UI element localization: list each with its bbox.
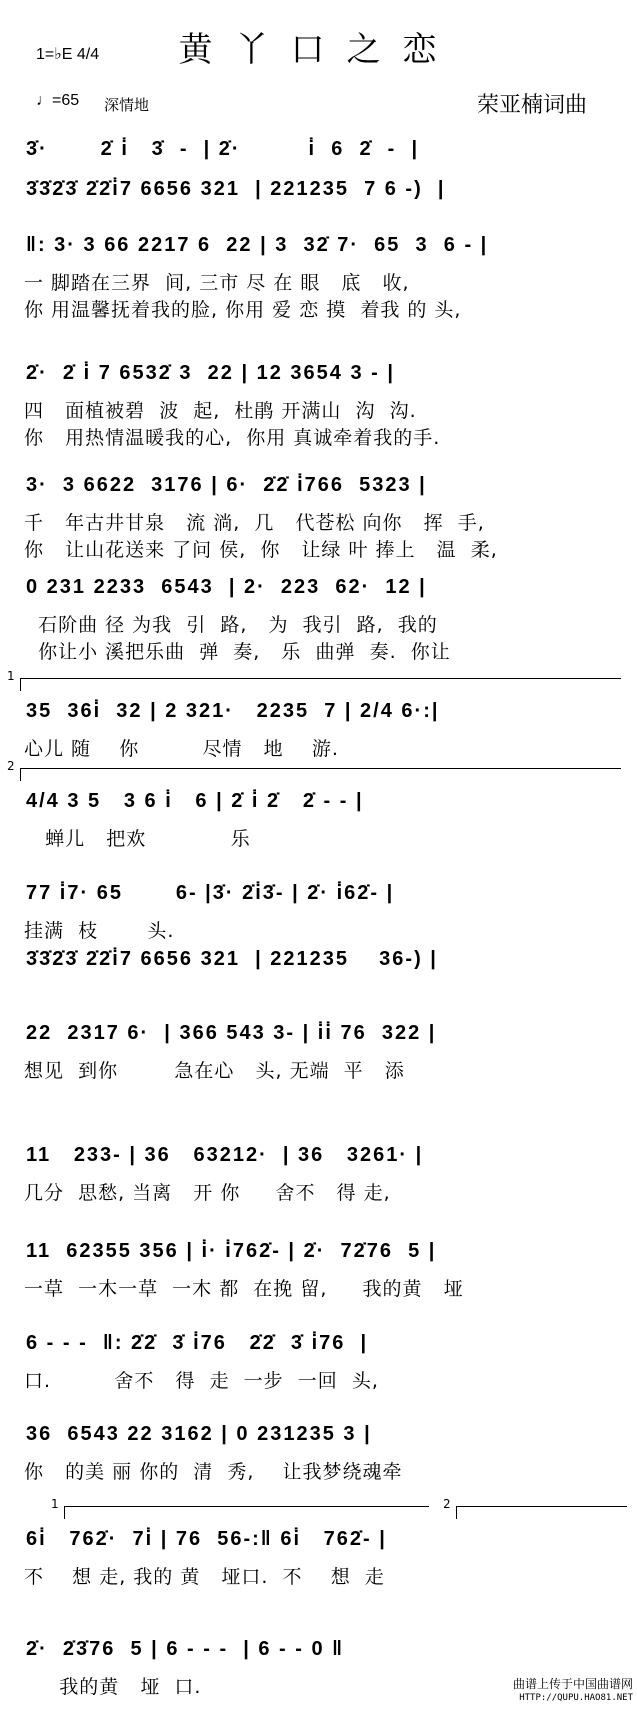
notation-line: 22 2317 6· | 366 543 3- | i̇i̇ 76 322 | bbox=[26, 1022, 437, 1044]
lyric-line: 你 用温馨抚着我的脸, 你用 爱 恋 摸 着我 的 头, bbox=[24, 299, 462, 321]
key-signature: 1=♭E 4/4 bbox=[36, 46, 100, 63]
volta-bracket bbox=[7, 669, 621, 691]
watermark-text: 曲谱上传于中国曲谱网 bbox=[512, 1677, 633, 1691]
lyric-line: 你 用热情温暖我的心, 你用 真诚牵着我的手. bbox=[24, 427, 441, 449]
lyric-line: 口. 舍不 得 走 一步 一回 头, bbox=[24, 1370, 379, 1392]
notation-line: 3· 3 6622 3176 | 6· 2̇2̇ i̇766 5323 | bbox=[26, 474, 427, 496]
volta-number: 1 bbox=[7, 669, 15, 683]
lyric-line: 心儿 随 你 尽情 地 游. bbox=[24, 738, 339, 760]
notation-line: ‖: 3· 3 66 2217 6 22 | 3 32̇ 7· 65 3 6 - | bbox=[26, 234, 489, 256]
lyric-line: 不 想 走, 我的 黄 垭口. 不 想 走 bbox=[24, 1566, 385, 1588]
notation-line: 3̇3̇2̇3̇ 2̇2̇i̇7 6656 321 | 221235 36-) | bbox=[26, 948, 438, 970]
volta-bracket bbox=[7, 759, 621, 781]
lyric-line: 一草 一木一草 一木 都 在挽 留, 我的黄 垭 bbox=[24, 1278, 464, 1300]
notation-line: 11 233- | 36 63212· | 36 3261· | bbox=[26, 1144, 424, 1166]
lyric-line: 挂满 枝 头. bbox=[24, 920, 175, 942]
tempo-marking: ♩=65 bbox=[36, 92, 80, 109]
notation-line: 35 36i̇ 32 | 2 321· 2235 7 | 2/4 6·:| bbox=[26, 700, 440, 722]
lyric-line: 你让小 溪把乐曲 弹 奏, 乐 曲弹 奏. 你让 bbox=[24, 641, 451, 663]
lyric-line: 我的黄 垭 口. bbox=[24, 1676, 202, 1698]
lyric-line: 四 面植被碧 波 起, 杜鹃 开满山 沟 沟. bbox=[24, 400, 417, 422]
volta-bracket bbox=[443, 1497, 627, 1519]
author-credit: 荣亚楠词曲 bbox=[476, 93, 587, 118]
lyric-line: 石阶曲 径 为我 引 路, 为 我引 路, 我的 bbox=[24, 614, 438, 636]
notation-line: 3̇3̇2̇3̇ 2̇2̇i̇7 6656 321 | 221235 7 6 -) | bbox=[26, 178, 446, 200]
notation-line: 77 i̇7· 65 6- |3̇· 2̇i̇3̇- | 2̇· i̇62̇- | bbox=[26, 882, 395, 904]
lyric-line: 蝉儿 把欢 乐 bbox=[24, 828, 251, 850]
notation-line: 3̇· 2̇ i̇ 3̇ - | 2̇· i̇ 6 2̇ - | bbox=[26, 138, 420, 160]
song-title: 黄丫口之恋 bbox=[178, 30, 459, 70]
lyric-line: 你 让山花送来 了问 侯, 你 让绿 叶 捧上 温 柔, bbox=[24, 539, 498, 561]
lyric-line: 你 的美 丽 你的 清 秀, 让我梦绕魂牵 bbox=[24, 1461, 403, 1483]
volta-bracket bbox=[51, 1497, 429, 1519]
notation-line: 6 - - - ‖: 2̇2̇ 3̇ i̇76 2̇2̇ 3̇ i̇76 | bbox=[26, 1332, 369, 1354]
notation-line: 6i̇ 762̇· 7i̇ | 76 56-:‖ 6i̇ 762̇- | bbox=[26, 1528, 387, 1550]
notation-line: 4/4 3 5 3 6 i̇ 6 | 2̇ i̇ 2̇ 2̇ - - | bbox=[26, 790, 364, 812]
lyric-line: 想见 到你 急在心 头, 无端 平 添 bbox=[24, 1060, 405, 1082]
lyric-line: 一 脚踏在三界 间, 三市 尽 在 眼 底 收, bbox=[24, 272, 410, 294]
watermark-url: HTTP://QUPU.HAO81.NET bbox=[519, 1693, 633, 1703]
volta-number: 1 bbox=[51, 1497, 59, 1511]
notation-line: 0 231 2233 6543 | 2· 223 62· 12 | bbox=[26, 576, 427, 598]
notation-line: 2̇· 2̇ i̇ 7 6532̇ 3 22 | 12 3654 3 - | bbox=[26, 362, 395, 384]
lyric-line: 几分 思愁, 当离 开 你 舍不 得 走, bbox=[24, 1182, 391, 1204]
volta-number: 2 bbox=[443, 1497, 451, 1511]
notation-line: 11 62355 356 | i̇· i̇762̇- | 2̇· 72̇76 5 | bbox=[26, 1240, 437, 1262]
volta-number: 2 bbox=[7, 759, 15, 773]
expression-marking: 深情地 bbox=[104, 96, 150, 114]
lyric-line: 千 年古井甘泉 流 淌, 几 代苍松 向你 挥 手, bbox=[24, 512, 485, 534]
notation-line: 36 6543 22 3162 | 0 231235 3 | bbox=[26, 1423, 372, 1445]
notation-line: 2̇· 2̇3̇76 5 | 6 - - - | 6 - - 0 ‖ bbox=[26, 1638, 345, 1660]
watermark bbox=[513, 1677, 633, 1705]
